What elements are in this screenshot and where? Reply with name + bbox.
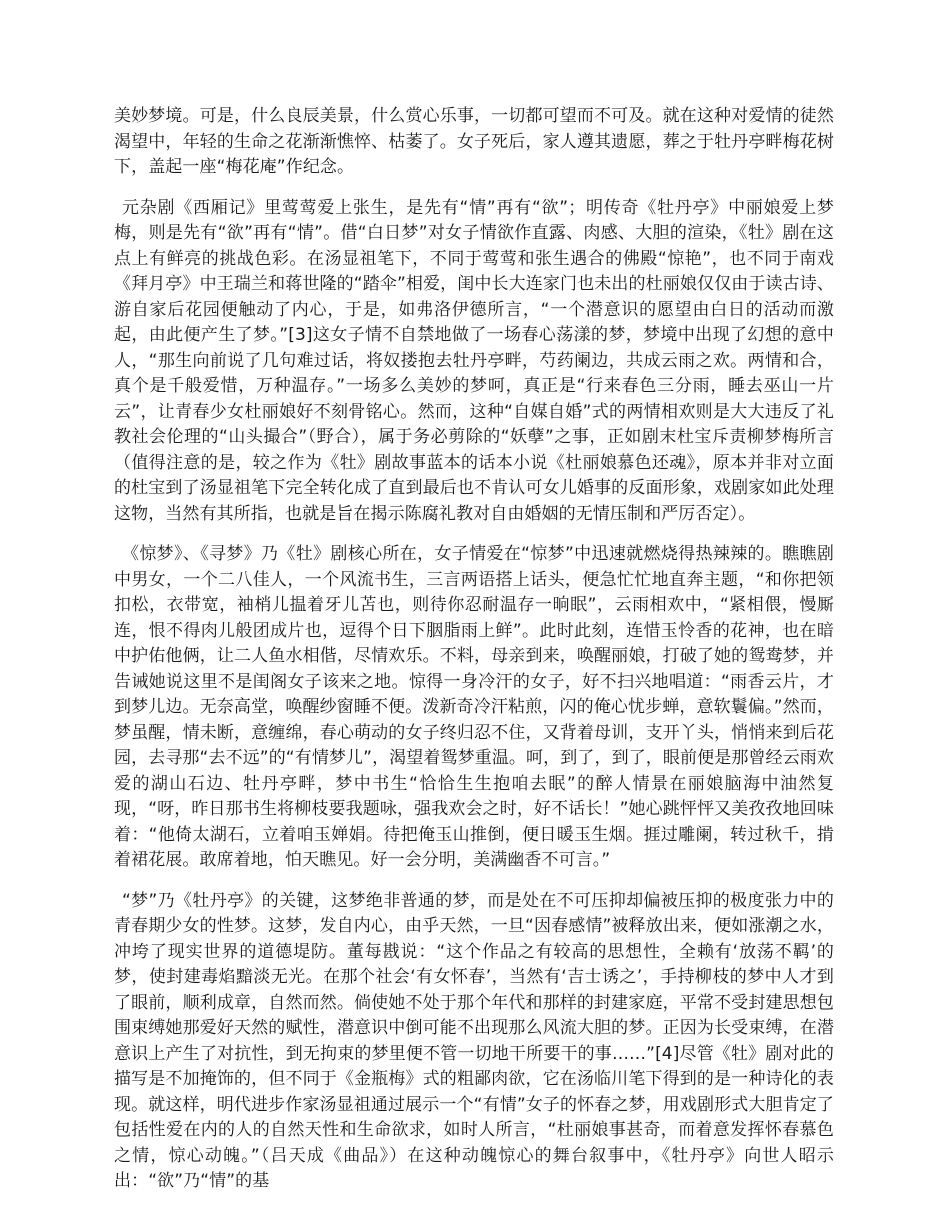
paragraph-dream-key: “梦”乃《牡丹亭》的关键，这梦绝非普通的梦，而是处在不可压抑却偏被压抑的极度张力中的青春期少女的性梦。这梦，发自内心，由乎天然，一旦“因春感情”被释放出来，便如涨潮之水，冲垮了现实世界的道德堤防。董每戡说：“这个作品之有较高的思想性，全赖有‘放荡不羁’的梦，使封建毒焰黯淡无光。在那个社会‘有女怀春’，当然有‘吉士诱之’，手持柳枝的梦中人才到了眼前，顺利成章，自然而然。倘使她不处于那个年代和那样的封建家庭，平常不受封建思想包围束缚她那爱好天然的赋性，潜意识中倒可能不出现那么风流大胆的梦。正因为长受束缚，在潜意识上产生了对抗性，到无拘束的梦里便不管一切地干所要干的事……”[4]尽管《牡》剧对此的描写是不加掩饰的，但不同于《金瓶梅》式的粗鄙肉欲，它在汤临川笔下得到的是一种诗化的表现。就这样，明代进步作家汤显祖通过展示一个“有情”女子的怀春之梦，用戏剧形式大胆肯定了包括性爱在内的人的自然天性和生命欲求，如时人所言，“杜丽娘事甚奇，而着意发挥怀春慕色之情，惊心动魄。”（吕天成《曲品》）在这种动魄惊心的舞台叙事中，《牡丹亭》向世人昭示出：“欲”乃“情”的基: [114, 890, 834, 1191]
document-page: [114, 104, 834, 1210]
paragraph-continuation: 美妙梦境。可是，什么良辰美景，什么赏心乐事，一切都可望而不可及。就在这种对爱情的徒然渴望中，年轻的生命之花渐渐憔悴、枯萎了。女子死后，家人遵其遗愿，葬之于牡丹亭畔梅花树下，盖起一座“梅花庵”作纪念。: [114, 106, 834, 177]
paragraph-xixiangji-comparison: 元杂剧《西厢记》里莺莺爱上张生，是先有“情”再有“欲”；明传奇《牡丹亭》中丽娘爱上梦梅，则是先有“欲”再有“情”。借“白日梦”对女子情欲作直露、肉感、大胆的渲染，《牡》剧在这点上有鲜亮的挑战色彩。在汤显祖笔下，不同于莺莺和张生遇合的佛殿“惊艳”，也不同于南戏《拜月亭》中王瑞兰和蒋世隆的“踏伞”相爱，闺中长大连家门也未出的杜丽娘仅仅由于读古诗、游自家后花园便触动了内心，于是，如弗洛伊德所言，“一个潜意识的愿望由白日的活动而激起，由此便产生了梦。”[3]这女子情不自禁地做了一场春心荡漾的梦，梦境中出现了幻想的意中人，“那生向前说了几句难过话，将奴搂抱去牡丹亭畔，芍药阑边，共成云雨之欢。两情和合，真个是千般爱惜，万种温存。”一场多么美妙的梦呵，真正是“行来春色三分雨，睡去巫山一片云”，让青春少女杜丽娘好不刻骨铭心。然而，这种“自媒自婚”式的两情相欢则是大大违反了礼教社会伦理的“山头撮合”（野合），属于务必剪除的“妖孽”之事，正如剧末杜宝斥责柳梦梅所言（值得注意的是，较之作为《牡》剧故事蓝本的话本小说《杜丽娘慕色还魂》，原本并非对立面的杜宝到了汤显祖笔下完全转化成了直到最后也不肯认可女儿婚事的反面形象，戏剧家如此处理这物，当然有其所指，也就是旨在揭示陈腐礼教对自由婚姻的无情压制和严厉否定）。: [114, 197, 834, 524]
paragraph-jingmeng-xunmeng: 《惊梦》、《寻梦》乃《牡》剧核心所在，女子情爱在“惊梦”中迅速就燃烧得热辣辣的。瞧瞧剧中男女，一个二八佳人，一个风流书生，三言两语搭上话头，便急忙忙地直奔主题，“和你把领扣松，衣带宽，袖梢儿揾着牙儿苫也，则待你忍耐温存一晌眠”，云雨相欢中，“紧相偎，慢厮连，恨不得肉儿般团成片也，逗得个日下胭脂雨上鲜”。此时此刻，连惜玉怜香的花神，也在暗中护佑他俩，让二人鱼水相偕，尽情欢乐。不料，母亲到来，唤醒丽娘，打破了她的鸳鸯梦，并告诫她说这里不是闺阁女子该来之地。惊得一身冷汗的女子，好不扫兴地唱道：“雨香云片，才到梦儿边。无奈高堂，唤醒纱窗睡不便。泼新奇冷汗粘煎，闪的俺心忧步蝉，意软鬟偏。”然而，梦虽醒，情未断，意缠绵，春心萌动的女子终归忍不住，又背着母训，支开丫头，悄悄来到后花园，去寻那“去不远”的“有情梦儿”，渴望着鸳梦重温。呵，到了，到了，眼前便是那曾经云雨欢爱的湖山石边、牡丹亭畔，梦中书生“恰恰生生抱咱去眠”的醉人情景在丽娘脑海中油然复现，“呀，昨日那书生将柳枝要我题咏，强我欢会之时，好不话长！”她心跳怦怦又美孜孜地回味着：“他倚太湖石，立着咱玉婵娟。待把俺玉山推倒，便日暖玉生烟。捱过雕阑，转过秋千，掯着裙花展。敢席着地，怕天瞧见。好一会分明，美满幽香不可言。”: [114, 544, 834, 870]
